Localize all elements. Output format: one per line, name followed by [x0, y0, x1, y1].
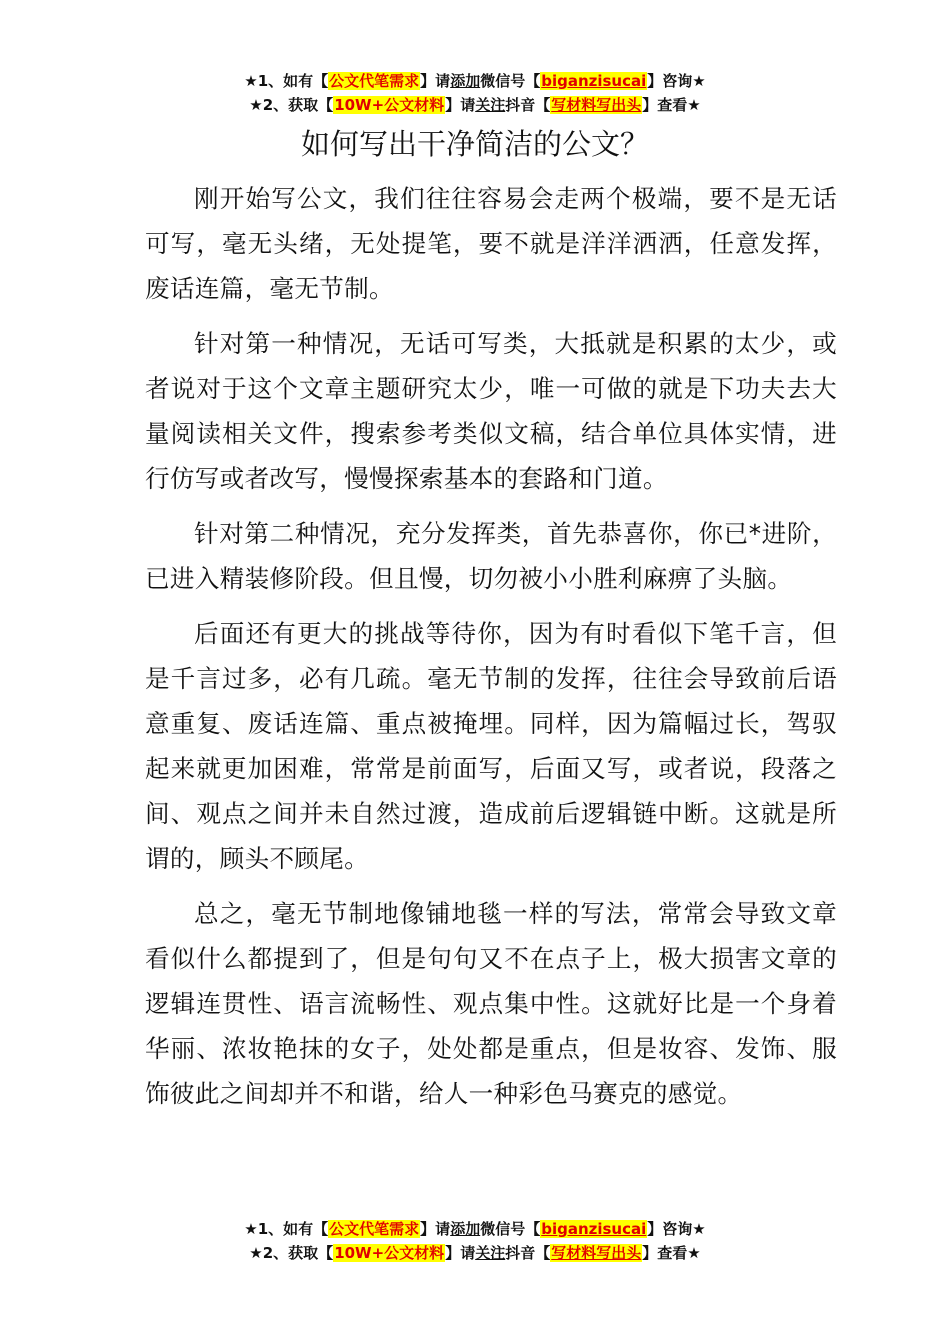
- douyin-account-link[interactable]: 写材料写出头: [551, 1244, 642, 1262]
- materials-highlight: 10W+公文材料: [334, 96, 445, 114]
- promo-header-top: [0, 70, 950, 118]
- follow-emphasis: 关注: [475, 96, 506, 114]
- promo-line-1-prefix: ★1、如有【: [244, 72, 329, 90]
- promo-footer-line-2: [0, 1242, 950, 1266]
- promo-line-2: [0, 94, 950, 118]
- promo-footer-line-2-mid: 】请: [445, 1244, 476, 1262]
- ghostwriting-highlight: 公文代笔需求: [329, 1220, 420, 1238]
- promo-line-1-mid2: 微信号【: [480, 72, 541, 90]
- paragraph-3: 针对第二种情况，充分发挥类，首先恭喜你，你已*进阶，已进入精装修阶段。但且慢，切勿被小小胜利麻痹了头脑。: [145, 519, 837, 593]
- promo-footer-bottom: [0, 1218, 950, 1266]
- paragraph-5: 总之，毫无节制地像铺地毯一样的写法，常常会导致文章看似什么都提到了，但是句句又不在点子上，极大损害文章的逻辑连贯性、语言流畅性、观点集中性。这就好比是一个身着华丽、浓妆艳抹的女子，处处都是重点，但是妆容、发饰、服饰彼此之间却并不和谐，给人一种彩色马赛克的感觉。: [145, 899, 837, 1108]
- promo-footer-line-1-suffix: 】咨询★: [647, 1220, 706, 1238]
- add-emphasis: 添加: [450, 1220, 481, 1238]
- douyin-account-link[interactable]: 写材料写出头: [551, 96, 642, 114]
- promo-footer-line-2-prefix: ★2、获取【: [249, 1244, 334, 1262]
- promo-line-1-suffix: 】咨询★: [647, 72, 706, 90]
- ghostwriting-highlight: 公文代笔需求: [329, 72, 420, 90]
- paragraph-2: 针对第一种情况，无话可写类，大抵就是积累的太少，或者说对于这个文章主题研究太少，唯一可做的就是下功夫去大量阅读相关文件，搜索参考类似文稿，结合单位具体实情，进行仿写或者改写，慢慢探索基本的套路和门道。: [145, 329, 837, 493]
- promo-line-2-prefix: ★2、获取【: [249, 96, 334, 114]
- promo-line-1-mid: 】请: [420, 72, 451, 90]
- document-title: 如何写出干净简洁的公文？: [300, 127, 649, 161]
- promo-line-1: [0, 70, 950, 94]
- promo-footer-line-2-mid2: 抖音【: [505, 1244, 551, 1262]
- paragraph-1: 刚开始写公文，我们往往容易会走两个极端，要不是无话可写，毫无头绪，无处提笔，要不就是洋洋洒洒，任意发挥，废话连篇，毫无节制。: [145, 184, 837, 303]
- promo-line-2-mid: 】请: [445, 96, 476, 114]
- promo-line-2-mid2: 抖音【: [505, 96, 551, 114]
- promo-footer-line-1-mid2: 微信号【: [480, 1220, 541, 1238]
- add-emphasis: 添加: [450, 72, 481, 90]
- wechat-id-link[interactable]: biganzisucai: [541, 72, 647, 90]
- wechat-id-link[interactable]: biganzisucai: [541, 1220, 647, 1238]
- follow-emphasis: 关注: [475, 1244, 506, 1262]
- promo-footer-line-1-mid: 】请: [420, 1220, 451, 1238]
- promo-footer-line-1: [0, 1218, 950, 1242]
- promo-footer-line-2-suffix: 】查看★: [642, 1244, 701, 1262]
- promo-line-2-suffix: 】查看★: [642, 96, 701, 114]
- materials-highlight: 10W+公文材料: [334, 1244, 445, 1262]
- paragraph-4: 后面还有更大的挑战等待你，因为有时看似下笔千言，但是千言过多，必有几疏。毫无节制的发挥，往往会导致前后语意重复、废话连篇、重点被掩埋。同样，因为篇幅过长，驾驭起来就更加困难，常常是前面写，后面又写，或者说，段落之间、观点之间并未自然过渡，造成前后逻辑链中断。这就是所谓的，顾头不顾尾。: [145, 619, 837, 873]
- promo-footer-line-1-prefix: ★1、如有【: [244, 1220, 329, 1238]
- document-body: [145, 176, 837, 1126]
